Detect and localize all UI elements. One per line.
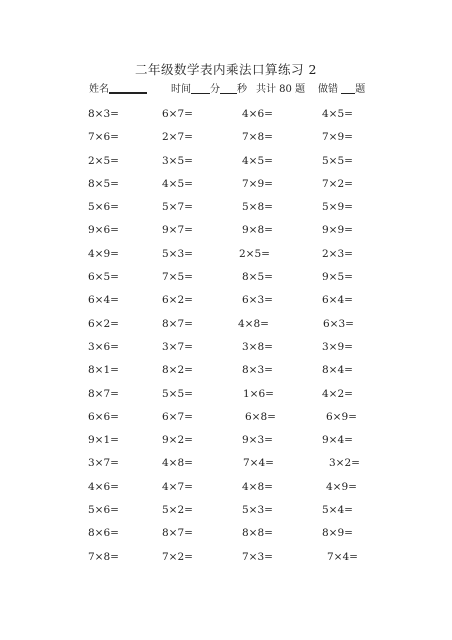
problem-item: 4×5= <box>322 108 353 120</box>
problem-item: 8×7= <box>162 317 193 330</box>
problem-row <box>0 222 452 245</box>
problem-item: 9×9= <box>322 224 353 237</box>
problem-item: 6×8= <box>245 410 276 423</box>
problem-item: 5×3= <box>242 504 273 517</box>
problem-row <box>0 316 452 339</box>
problem-item: 4×8= <box>162 457 193 470</box>
problem-item: 7×4= <box>243 457 274 470</box>
problem-item: 9×8= <box>242 224 273 237</box>
problem-item: 3×8= <box>242 340 273 353</box>
problem-row <box>0 339 452 362</box>
problem-item: 8×5= <box>242 271 273 284</box>
problem-row <box>0 153 452 176</box>
problem-row <box>0 409 452 432</box>
problem-item: 6×9= <box>326 410 357 423</box>
problem-item: 3×2= <box>329 457 360 470</box>
problem-item: 6×7= <box>162 410 193 423</box>
problem-item: 8×9= <box>322 527 353 540</box>
problem-item: 9×6= <box>88 224 119 237</box>
problem-item: 5×6= <box>88 504 119 517</box>
problem-item: 5×4= <box>322 504 353 517</box>
problem-row <box>0 106 452 129</box>
problem-item: 4×5= <box>242 154 273 167</box>
problem-row <box>0 176 452 199</box>
problem-item: 5×2= <box>162 504 193 517</box>
wrong-unit: 题 <box>355 84 366 95</box>
minute-blank[interactable] <box>191 83 210 94</box>
problem-item: 4×5= <box>162 177 193 190</box>
wrong-label: 做错 <box>318 84 338 95</box>
problem-grid <box>0 106 452 572</box>
problem-item: 7×5= <box>162 271 193 284</box>
problem-item: 3×6= <box>88 340 119 353</box>
problem-item: 7×4= <box>327 550 358 563</box>
problem-item: 3×9= <box>322 340 353 353</box>
problem-item: 7×8= <box>88 550 119 563</box>
problem-row <box>0 525 452 548</box>
problem-item: 7×9= <box>242 177 273 190</box>
problem-item: 4×2= <box>322 387 353 400</box>
problem-item: 4×6= <box>242 108 273 120</box>
problem-item: 7×2= <box>162 550 193 563</box>
problem-row <box>0 455 452 478</box>
problem-item: 8×5= <box>88 177 119 190</box>
name-field[interactable] <box>89 80 147 95</box>
problem-item: 5×3= <box>162 247 193 260</box>
problem-item: 6×2= <box>88 317 119 330</box>
problem-row <box>0 386 452 409</box>
time-field[interactable] <box>171 80 247 95</box>
problem-item: 7×6= <box>88 131 119 144</box>
wrong-blank[interactable] <box>341 83 355 94</box>
page-title: 二年级数学表内乘法口算练习 2 <box>135 62 317 77</box>
problem-item: 4×6= <box>88 480 119 493</box>
second-blank[interactable] <box>220 83 237 94</box>
time-label: 时间 <box>171 84 191 95</box>
problem-item: 5×7= <box>162 201 193 214</box>
problem-item: 8×2= <box>162 364 193 377</box>
problem-item: 2×7= <box>162 131 193 144</box>
problem-item: 3×5= <box>162 154 193 167</box>
problem-row <box>0 549 452 572</box>
problem-row <box>0 502 452 525</box>
problem-row <box>0 129 452 152</box>
problem-item: 6×3= <box>242 294 273 307</box>
problem-item: 9×4= <box>322 434 353 447</box>
problem-item: 8×7= <box>88 387 119 400</box>
problem-item: 5×6= <box>88 201 119 214</box>
problem-item: 1×6= <box>243 387 274 400</box>
problem-row <box>0 199 452 222</box>
wrong-field[interactable] <box>318 80 365 95</box>
problem-item: 2×5= <box>88 154 119 167</box>
problem-item: 6×6= <box>88 410 119 423</box>
problem-item: 5×5= <box>322 154 353 167</box>
problem-item: 6×4= <box>88 294 119 307</box>
problem-row <box>0 362 452 385</box>
problem-item: 7×2= <box>322 177 353 190</box>
problem-item: 8×1= <box>88 364 119 377</box>
problem-item: 8×3= <box>242 364 273 377</box>
problem-item: 4×7= <box>162 480 193 493</box>
problem-item: 8×6= <box>88 527 119 540</box>
problem-item: 7×3= <box>242 550 273 563</box>
problem-item: 3×7= <box>88 457 119 470</box>
second-label: 秒 <box>237 84 247 95</box>
problem-item: 8×4= <box>322 364 353 377</box>
minute-label: 分 <box>210 84 220 95</box>
problem-item: 6×3= <box>323 317 354 330</box>
problem-item: 3×7= <box>162 340 193 353</box>
problem-row <box>0 292 452 315</box>
problem-item: 8×8= <box>242 527 273 540</box>
name-label: 姓名 <box>89 84 109 95</box>
problem-item: 9×5= <box>322 271 353 284</box>
problem-row <box>0 269 452 292</box>
problem-item: 5×8= <box>242 201 273 214</box>
name-blank[interactable] <box>109 82 147 94</box>
total-count: 共计 80 题 <box>256 84 306 95</box>
problem-item: 5×5= <box>162 387 193 400</box>
problem-item: 2×5= <box>239 247 270 260</box>
problem-item: 9×1= <box>88 434 119 447</box>
problem-item: 7×9= <box>322 131 353 144</box>
problem-item: 6×5= <box>88 271 119 284</box>
problem-item: 8×7= <box>162 527 193 540</box>
problem-item: 9×2= <box>162 434 193 447</box>
problem-item: 4×9= <box>88 247 119 260</box>
problem-item: 2×3= <box>322 247 353 260</box>
problem-row <box>0 432 452 455</box>
problem-item: 6×7= <box>162 108 193 120</box>
student-info-line <box>0 80 452 96</box>
problem-row <box>0 479 452 502</box>
problem-item: 5×9= <box>322 201 353 214</box>
problem-item: 9×3= <box>242 434 273 447</box>
problem-item: 6×4= <box>322 294 353 307</box>
problem-item: 4×9= <box>326 480 357 493</box>
problem-item: 8×3= <box>88 108 119 120</box>
problem-row <box>0 246 452 269</box>
problem-item: 7×8= <box>242 131 273 144</box>
problem-item: 4×8= <box>242 480 273 493</box>
problem-item: 9×7= <box>162 224 193 237</box>
problem-item: 4×8= <box>238 317 269 330</box>
problem-item: 6×2= <box>162 294 193 307</box>
